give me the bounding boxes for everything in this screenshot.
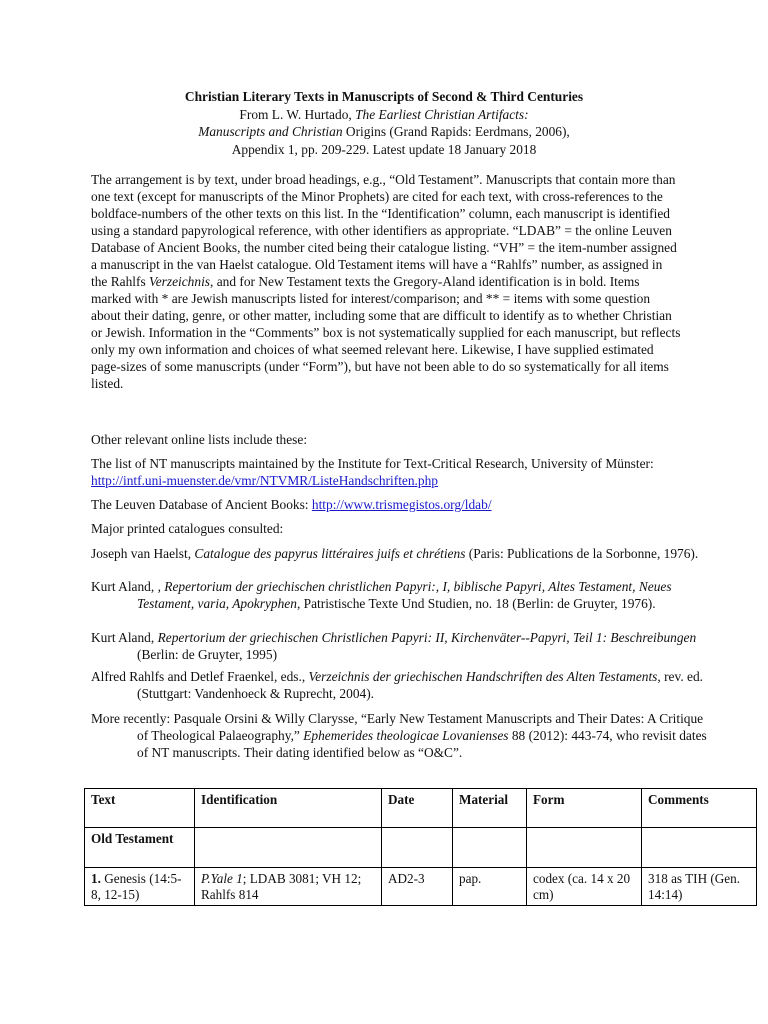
item-number: 1. xyxy=(91,871,101,886)
intro-text-1: The arrangement is by text, under broad headings, e.g., “Old Testament”. Manuscripts that contain more than one text (except for manuscripts of the Minor Prophets) are cited for each text, with cross-references to the boldface-numbers of the other texts on this list. In the “Identification” column, each manuscript is identified using a standard papyrological reference, with other identifiers as appropriate. “LDAB” = the online Leuven Database of Ancient Books, the number cited being their catalogue listing. “VH” = the item-number assigned a manuscript in the van Haelst catalogue. Old Testament items will have a “Rahlfs” number, as assigned in the Rahlfs xyxy=(91,172,677,289)
intro-paragraph xyxy=(91,171,681,392)
catalogue-entry xyxy=(91,629,717,663)
catalogue-title: Repertorium der griechischen Christlichen Papyri: II, Kirchenväter--Papyri, Teil 1: Beschreibungen xyxy=(157,630,697,645)
catalogue-title: Verzeichnis der griechischen Handschriften des Alten Testaments xyxy=(308,669,658,684)
leuven-text: The Leuven Database of Ancient Books: xyxy=(91,497,312,512)
document-title: Christian Literary Texts in Manuscripts of Second & Third Centuries xyxy=(184,89,584,104)
catalogue-title: Ephemerides theologicae Lovanienses xyxy=(303,728,509,743)
catalogue-ids: ; LDAB 3081; VH 12; Rahlfs 814 xyxy=(201,871,362,902)
catalogue-author: Joseph van Haelst, xyxy=(91,546,195,561)
column-header-material: Material xyxy=(453,789,527,828)
catalogue-entry xyxy=(91,545,725,562)
item-text: Genesis (14:5-8, 12-15) xyxy=(91,871,182,902)
catalogue-author: Alfred Rahlfs and Detlef Fraenkel, eds., xyxy=(91,669,309,684)
cell-text xyxy=(85,868,195,906)
source-book-title-cont: Manuscripts and Christian xyxy=(198,124,343,139)
cell-date: AD2-3 xyxy=(382,868,453,906)
section-heading: Old Testament xyxy=(85,828,195,868)
table-row xyxy=(85,868,757,906)
column-header-form: Form xyxy=(527,789,642,828)
catalogue-author: Kurt Aland, , xyxy=(91,579,165,594)
cell-comments: 318 as TIH (Gen. 14:14) xyxy=(642,868,757,906)
catalogue-entry xyxy=(91,578,717,612)
column-header-text: Text xyxy=(85,789,195,828)
other-lists-paragraph: Other relevant online lists include these: xyxy=(91,432,308,447)
leuven-link[interactable]: http://www.trismegistos.org/ldab/ xyxy=(311,497,492,512)
table-cell xyxy=(195,828,382,868)
leuven-paragraph xyxy=(91,496,691,513)
cell-form: codex (ca. 14 x 20 cm) xyxy=(527,868,642,906)
column-header-date: Date xyxy=(382,789,453,828)
catalogue-details: 88 (2012): 443-74, who revisit dates of NT manuscripts. Their dating identified below as “O&C”. xyxy=(137,728,707,760)
intro-text-2: , and for New Testament texts the Gregory-Aland identification is in bold. Items marked with * are Jewish manuscripts listed for interest/comparison; and ** = items with some question about their dating, genre, or other matter, including some that are difficult to identify as to whether Christian or Jewish. Information in the “Comments” box is not systematically supplied for each manuscript, but reflects only my own information and choices of what seemed relevant here. Likewise, I have supplied estimated page-sizes of some manuscripts (under “Form”), but have not been able to do so systematically for all items listed. xyxy=(91,274,681,391)
catalogue-details: (Berlin: de Gruyter, 1995) xyxy=(137,647,278,662)
catalogue-details: , Patristische Texte Und Studien, no. 18 (Berlin: de Gruyter, 1976). xyxy=(296,596,656,611)
intro-italic: Verzeichnis xyxy=(149,274,211,289)
source-author: From L. W. Hurtado, xyxy=(239,106,356,122)
title-block xyxy=(92,88,676,158)
catalogue-details: , rev. ed. (Stuttgart: Vandenhoeck & Ruprecht, 2004). xyxy=(137,669,703,701)
catalogue-author: Kurt Aland, xyxy=(91,630,158,645)
cell-material: pap. xyxy=(453,868,527,906)
table-header-row xyxy=(85,789,757,828)
catalogue-details: (Paris: Publications de la Sorbonne, 1976). xyxy=(465,546,699,561)
table-cell xyxy=(382,828,453,868)
ntvmr-text: The list of NT manuscripts maintained by the Institute for Text-Critical Research, University of Münster: xyxy=(91,456,654,471)
table-cell xyxy=(453,828,527,868)
source-line-2 xyxy=(92,123,676,141)
catalogue-entry xyxy=(91,668,717,702)
major-printed-paragraph: Major printed catalogues consulted: xyxy=(91,521,284,536)
source-line-3: Appendix 1, pp. 209-229. Latest update 18 January 2018 xyxy=(231,141,537,157)
catalogue-title: Repertorium der griechischen christlichen Papyri:, I, biblische Papyri, Altes Testament, Neues Testament, varia, Apokryphen xyxy=(137,579,672,611)
column-header-identification: Identification xyxy=(195,789,382,828)
papyrus-id: P.Yale 1 xyxy=(201,871,243,886)
cell-identification xyxy=(195,868,382,906)
ntvmr-paragraph xyxy=(91,455,681,489)
catalogue-title: Catalogue des papyrus littéraires juifs et chrétiens xyxy=(194,546,466,561)
table-cell xyxy=(527,828,642,868)
source-book-title: The Earliest Christian Artifacts: xyxy=(355,106,529,122)
table-section-row xyxy=(85,828,757,868)
table-cell xyxy=(642,828,757,868)
ntvmr-link[interactable]: http://intf.uni-muenster.de/vmr/NTVMR/ListeHandschriften.php xyxy=(91,473,438,488)
source-line xyxy=(92,106,676,124)
source-publisher: Origins (Grand Rapids: Eerdmans, 2006), xyxy=(342,124,570,139)
catalogue-author: More recently: Pasquale Orsini & Willy Clarysse, “Early New Testament Manuscripts and Their Dates: A Critique of Theological Palaeography,” xyxy=(91,711,704,743)
catalogue-entry xyxy=(91,710,717,761)
manuscript-table xyxy=(84,788,757,906)
column-header-comments: Comments xyxy=(642,789,757,828)
